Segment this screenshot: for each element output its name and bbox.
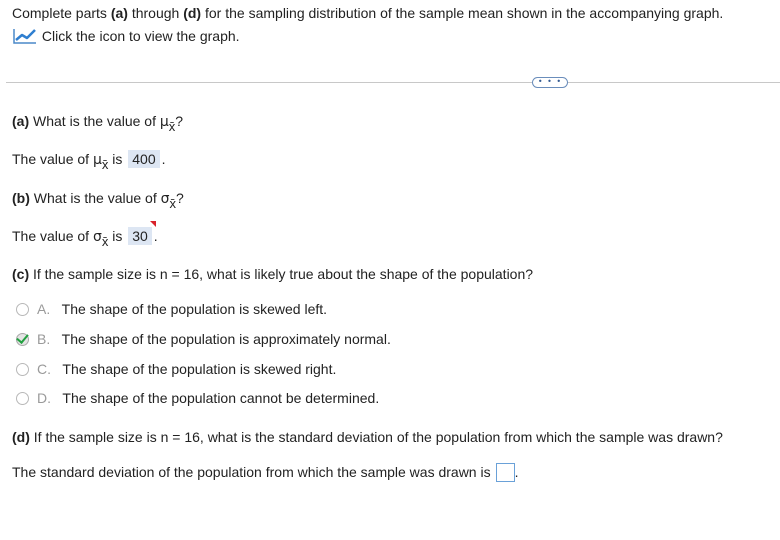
- part-c-label: (c): [12, 266, 30, 282]
- answer-text: The standard deviation of the population from which the sample was drawn is: [12, 464, 491, 480]
- answer-period: .: [161, 151, 166, 167]
- part-b-answer: [12, 227, 158, 249]
- x-bar-subscript: x̄: [168, 119, 176, 134]
- option-letter: D.: [37, 390, 51, 406]
- part-d-question: [12, 429, 723, 445]
- question-text: If the sample size is n = 16, what is likely true about the shape of the population?: [29, 266, 534, 282]
- sigma-symbol: σ: [160, 191, 170, 207]
- part-c-question: [12, 266, 533, 282]
- option-b-text[interactable]: [37, 331, 391, 347]
- answer-text: is: [108, 228, 127, 244]
- expand-more-button[interactable]: • • •: [532, 77, 568, 88]
- option-d-text[interactable]: [37, 390, 379, 406]
- option-label: The shape of the population is skewed right.: [62, 361, 337, 377]
- instructions-part: through: [127, 5, 184, 21]
- mu-symbol: μ: [159, 114, 169, 130]
- part-b-label: (b): [12, 190, 30, 206]
- x-bar-subscript: x̄: [169, 196, 176, 211]
- part-a-answer: [12, 150, 166, 172]
- divider: [6, 82, 780, 83]
- instructions-text: [12, 5, 723, 21]
- part-b-question: [12, 190, 184, 211]
- question-mark: ?: [176, 190, 184, 206]
- answer-period: .: [153, 228, 158, 244]
- std-dev-answer-input[interactable]: [496, 463, 515, 482]
- line-chart-icon[interactable]: [12, 27, 38, 45]
- sigma-symbol: σ: [92, 229, 102, 245]
- graph-link-row[interactable]: [12, 27, 240, 45]
- part-a-label: (a): [12, 113, 30, 129]
- option-label: The shape of the population cannot be determined.: [62, 390, 380, 406]
- sigma-answer-field[interactable]: [128, 227, 152, 245]
- answer-text: The value of: [12, 151, 93, 167]
- instructions-part-a: (a): [110, 5, 128, 21]
- mu-symbol: μ: [92, 152, 102, 168]
- x-bar-subscript: x̄: [101, 234, 109, 249]
- part-d-label: (d): [12, 429, 30, 445]
- option-c-text[interactable]: [37, 361, 336, 377]
- mu-answer-value[interactable]: 400: [128, 150, 159, 168]
- answer-text: The value of: [12, 228, 93, 244]
- option-letter: B.: [37, 331, 51, 347]
- part-a-question: [12, 113, 184, 134]
- radio-button[interactable]: [16, 363, 29, 376]
- x-bar-subscript: x̄: [101, 157, 109, 172]
- question-text: What is the value of: [29, 190, 161, 206]
- instructions-part: for the sampling distribution of the sample mean shown in the accompanying graph.: [201, 5, 724, 21]
- answer-period: .: [514, 464, 519, 480]
- graph-link-text[interactable]: Click the icon to view the graph.: [41, 28, 240, 44]
- option-label: The shape of the population is skewed left.: [61, 301, 328, 317]
- option-letter: A.: [37, 301, 51, 317]
- incorrect-flag-icon: [150, 221, 156, 227]
- checkmark-icon: [16, 331, 28, 344]
- option-letter: C.: [37, 361, 51, 377]
- radio-button[interactable]: [16, 303, 29, 316]
- radio-button-selected[interactable]: [16, 333, 29, 346]
- option-a-text[interactable]: [37, 301, 327, 317]
- option-label: The shape of the population is approximately normal.: [61, 331, 391, 347]
- question-mark: ?: [175, 113, 184, 129]
- part-d-answer: [12, 463, 519, 482]
- question-text: What is the value of: [29, 113, 160, 129]
- answer-text: is: [108, 151, 127, 167]
- instructions-part-d: (d): [183, 5, 202, 21]
- sigma-answer-value: 30: [132, 228, 148, 244]
- radio-button[interactable]: [16, 392, 29, 405]
- question-text: If the sample size is n = 16, what is the standard deviation of the population from which the sample was drawn?: [29, 429, 723, 445]
- instructions-part: Complete parts: [12, 5, 111, 21]
